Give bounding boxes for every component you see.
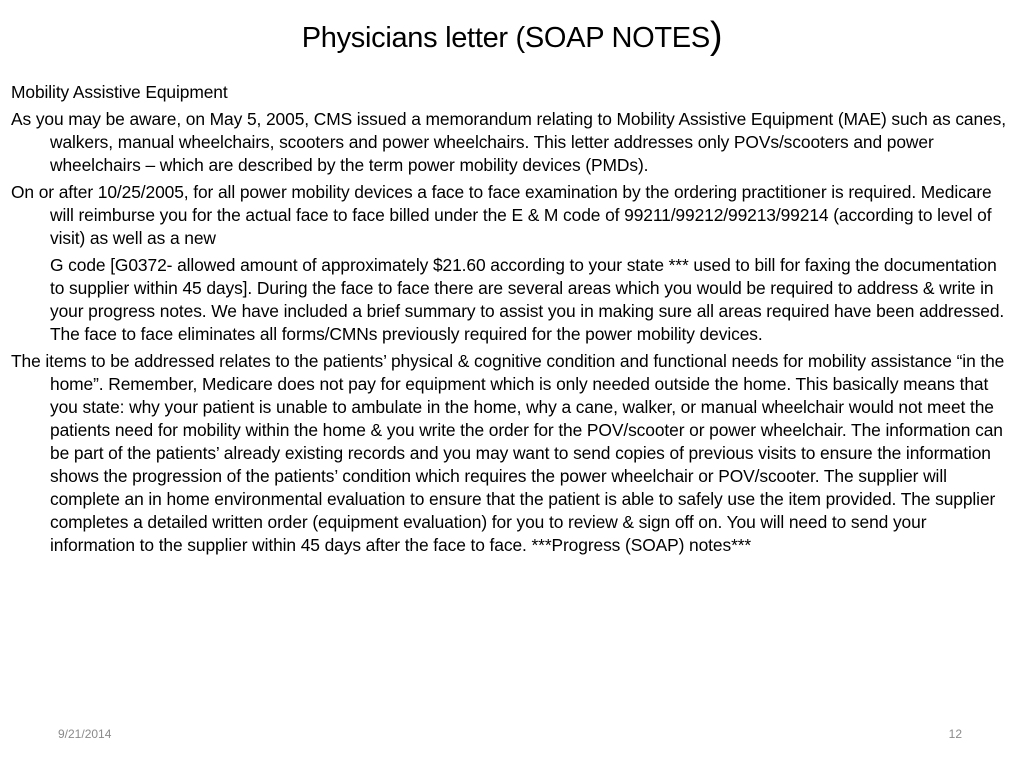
footer-date: 9/21/2014: [58, 727, 112, 741]
paragraph-g-code: G code [G0372- allowed amount of approximately $21.60 according to your state *** used to bill for faxing the documentation to supplier within 45 days]. During the face to face there are several areas which you would be required to address & write in your progress notes. We have included a brief summary to assist you in making sure all areas required have been addressed. The face to face eliminates all forms/CMNs previously required for the power mobility devices.: [50, 255, 1005, 344]
slide-title: [0, 16, 1024, 56]
slide-body: [11, 81, 1009, 561]
slide-title-text: Physicians letter (SOAP NOTES: [301, 22, 710, 54]
footer-page-number: 12: [948, 727, 962, 741]
paragraph-items-addressed: The items to be addressed relates to the patients’ physical & cognitive condition and functional needs for mobility assistance “in the home”. Remember, Medicare does not pay for equipment which is only needed outside the home. This basically means that you state: why your patient is unable to ambulate in the home, why a cane, walker, or manual wheelchair would not meet the patients need for mobility within the home & you write the order for the POV/scooter or power wheelchair. The information can be part of the patients’ already existing records and you may want to send copies of previous visits to ensure the information shows the progression of the patients’ condition which requires the power wheelchair or POV/scooter. The supplier will complete an in home environmental evaluation to ensure that the patient is able to safely use the item provided. The supplier completes a detailed written order (equipment evaluation) for you to review & sign off on. You will need to send your information to the supplier within 45 days after the face to face. ***Progress (SOAP) notes***: [11, 351, 1005, 555]
paragraph-face-to-face: On or after 10/25/2005, for all power mobility devices a face to face examination by the ordering practitioner is required. Medicare will reimburse you for the actual face to face billed under the E & M code of 99211/99212/99213/99214 (according to level of visit) as well as a new: [11, 182, 992, 248]
paragraph-heading: Mobility Assistive Equipment: [11, 82, 228, 102]
paragraph-memorandum: As you may be aware, on May 5, 2005, CMS issued a memorandum relating to Mobility Assistive Equipment (MAE) such as canes, walkers, manual wheelchairs, scooters and power wheelchairs. This letter addresses only POVs/scooters and power wheelchairs – which are described by the term power mobility devices (PMDs).: [11, 109, 1006, 175]
slide-title-paren: ): [709, 15, 723, 57]
